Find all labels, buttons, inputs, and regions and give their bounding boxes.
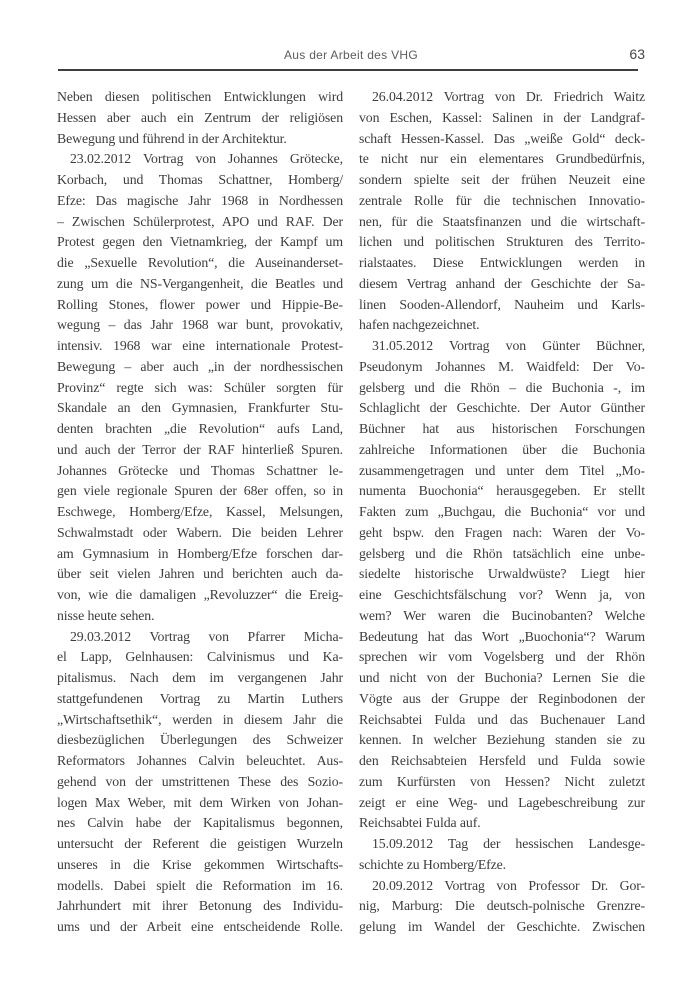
text-line: Schlaglicht der Geschichte. Der Autor Günther	[359, 400, 645, 416]
text-line: Reichsabtei Fulda auf.	[359, 815, 481, 831]
text-line: Eschwege, Homberg/Efze, Kassel, Melsungen,	[57, 504, 343, 519]
text-line: modells. Dabei spielt die Reformation im 16.	[57, 877, 343, 893]
text-line: zentrale Rolle für die technischen Innovatio-	[359, 192, 645, 208]
text-line: rialstaates. Diese Entwicklungen werden in	[359, 255, 645, 270]
text-line: 23.02.2012 Vortrag von Johannes Grötecke,	[70, 151, 343, 167]
text-line: Johannes Grötecke und Thomas Schattner le-	[57, 462, 343, 478]
text-line: Bewegung – aber auch „in der nordhessischen	[57, 358, 343, 374]
text-line: gelsberg und die Rhön tatsächlich eine unbe-	[359, 545, 645, 561]
text-line: von Eschen, Kassel: Salinen in der Landgraf-	[359, 109, 645, 125]
text-line: Pseudonym Johannes M. Waidfeld: Der Vo-	[359, 358, 645, 374]
left-column	[57, 87, 343, 938]
text-line: Skandale an den Gymnasien, Frankfurter Stu-	[57, 400, 343, 416]
text-line: Reformators Johannes Calvin beleuchtet. Aus-	[57, 753, 343, 768]
text-line: wegung – das Jahr 1968 war bunt, provokativ,	[57, 317, 343, 333]
text-line: schaft Hessen-Kassel. Das „weiße Gold“ deck-	[359, 130, 645, 146]
text-line: nen, für die Staatsfinanzen und die wirtschaft-	[359, 213, 645, 229]
text-line: Provinz“ regte sich was: Schüler sorgten für	[57, 379, 343, 395]
text-line: gen viele regionale Spuren der 68er offen, so in	[57, 483, 343, 499]
text-line: – Zwischen Schülerprotest, APO und RAF. Der	[57, 213, 343, 229]
text-line: 26.04.2012 Vortrag von Dr. Friedrich Waitz	[372, 89, 645, 104]
text-line: diesbezüglichen Überlegungen des Schweizer	[57, 732, 343, 748]
text-line: Hessen aber auch ein Zentrum der religiösen	[57, 109, 343, 125]
text-line: 15.09.2012 Tag der hessischen Landesge-	[372, 836, 645, 851]
text-line: „Wirtschaftsethik“, werden in diesem Jahr die	[57, 711, 343, 727]
text-line: logen Max Weber, mit dem Wirken von Johan-	[57, 794, 343, 810]
text-line: Jahrhundert mit ihrer Betonung des Individu-	[57, 898, 343, 914]
text-line: über seit vielen Jahren und berichten auch da-	[57, 566, 343, 582]
page-number: 63	[629, 46, 645, 62]
text-line: Vögte aus der Gruppe der Reginbodonen der	[359, 690, 645, 706]
text-line: kennen. In welcher Beziehung standen sie zu	[359, 732, 645, 748]
text-line: pitalismus. Nach dem im vergangenen Jahr	[57, 670, 343, 685]
text-line: siedelte historische Urwaldwüste? Liegt hier	[359, 566, 645, 582]
running-title: Aus der Arbeit des VHG	[284, 48, 418, 62]
header-rule-divider	[58, 69, 638, 71]
text-line: unseres in die Krise gekommen Wirtschafts-	[57, 856, 343, 872]
text-line: und auch der Terror der RAF hinterließ Spuren.	[57, 441, 343, 457]
text-line: schichte zu Homberg/Efze.	[359, 856, 507, 872]
text-line: zeigt er eine Weg- und Lagebeschreibung zur	[359, 794, 645, 810]
text-line: und nicht von der Buchonia? Lernen Sie die	[359, 670, 645, 685]
text-line: ums und der Arbeit eine entscheidende Rolle.	[57, 919, 343, 934]
text-line: wem? Wer waren die Bucinobanten? Welche	[359, 607, 645, 623]
text-line: gelung im Wandel der Geschichte. Zwischen	[359, 919, 645, 934]
text-line: eine Geschichtsfälschung vor? Wenn ja, von	[359, 587, 645, 602]
text-line: zusammengetragen und unter dem Titel „Mo-	[359, 462, 645, 478]
text-line: nisse heute sehen.	[57, 607, 155, 623]
text-line: Reichsabtei Fulda und das Buchenauer Land	[359, 711, 645, 727]
text-line: Schwalmstadt oder Wabern. Die beiden Lehrer	[57, 524, 343, 540]
text-line: sprechen wir vom Vogelsberg und der Rhön	[359, 649, 645, 665]
text-line: Protest gegen den Vietnamkrieg, der Kampf um	[57, 234, 343, 250]
text-line: 31.05.2012 Vortrag von Günter Büchner,	[372, 338, 645, 353]
text-line: Bewegung und führend in der Architektur.	[57, 130, 287, 146]
text-line: Rolling Stones, flower power und Hippie-Be-	[57, 296, 343, 312]
text-line: Fakten zum „Buchgau, die Buchonia“ vor und	[359, 504, 645, 519]
text-line: am Gymnasium in Homberg/Efze forschen dar-	[57, 545, 343, 561]
text-line: die „Sexuelle Revolution“, die Auseinanderset-	[57, 255, 343, 270]
text-line: zung um die NS-Vergangenheit, die Beatles und	[57, 275, 343, 291]
text-line: lichen und politischen Strukturen des Territo-	[359, 234, 645, 250]
text-line: gehend von der umstrittenen These des Sozio-	[57, 773, 343, 789]
text-line: Bedeutung hat das Wort „Buochonia“? Warum	[359, 628, 645, 644]
text-line: nes Calvin habe der Kapitalismus begonnen,	[57, 815, 343, 831]
text-columns	[57, 87, 645, 938]
page-header	[57, 48, 645, 66]
text-line: hafen nachgezeichnet.	[359, 317, 480, 333]
text-line: denten brachten „die Revolution“ aufs Land,	[57, 421, 343, 436]
text-line: stattgefundenen Vortrag zu Martin Luthers	[57, 690, 343, 706]
text-line: untersucht der Referent die geistigen Wurzeln	[57, 836, 343, 851]
text-line: sondern spielte seit der frühen Neuzeit eine	[359, 172, 645, 187]
text-line: gelsberg und die Rhön – die Buchonia -, im	[359, 379, 645, 395]
text-line: diesem Vertrag anhand der Geschichte der Sa-	[359, 275, 645, 291]
text-line: zahlreiche Informationen über die Buchonia	[359, 441, 645, 457]
text-line: zum Kurfürsten von Hessen? Nicht zuletzt	[359, 773, 645, 789]
text-line: 20.09.2012 Vortrag von Professor Dr. Gor-	[372, 877, 645, 893]
text-line: Efze: Das magische Jahr 1968 in Nordhessen	[57, 192, 343, 208]
text-line: intensiv. 1968 war eine internationale Protest-	[57, 338, 343, 353]
text-line: el Lapp, Gelnhausen: Calvinismus und Ka-	[57, 649, 343, 665]
text-line: Korbach, und Thomas Schattner, Homberg/	[57, 172, 343, 187]
text-line: geht bspw. den Fragen nach: Waren der Vo-	[359, 524, 645, 540]
text-line: von, wie die damaligen „Revoluzzer“ die Ereig-	[57, 587, 343, 602]
text-line: den Reichsabteien Hersfeld und Fulda sowie	[359, 753, 645, 768]
text-line: numenta Buochonia“ herausgegeben. Er stellt	[359, 483, 645, 499]
text-line: linen Sooden-Allendorf, Nauheim und Karls-	[359, 296, 645, 312]
text-line: Neben diesen politischen Entwicklungen wird	[57, 89, 343, 104]
text-line: Büchner hat aus historischen Forschungen	[359, 421, 645, 436]
text-line: nig, Marburg: Die deutsch-polnische Grenzre-	[359, 898, 645, 914]
text-line: 29.03.2012 Vortrag von Pfarrer Micha-	[70, 628, 343, 644]
right-column	[359, 87, 645, 938]
text-line: te nicht nur ein elementares Grundbedürfnis,	[359, 151, 645, 167]
